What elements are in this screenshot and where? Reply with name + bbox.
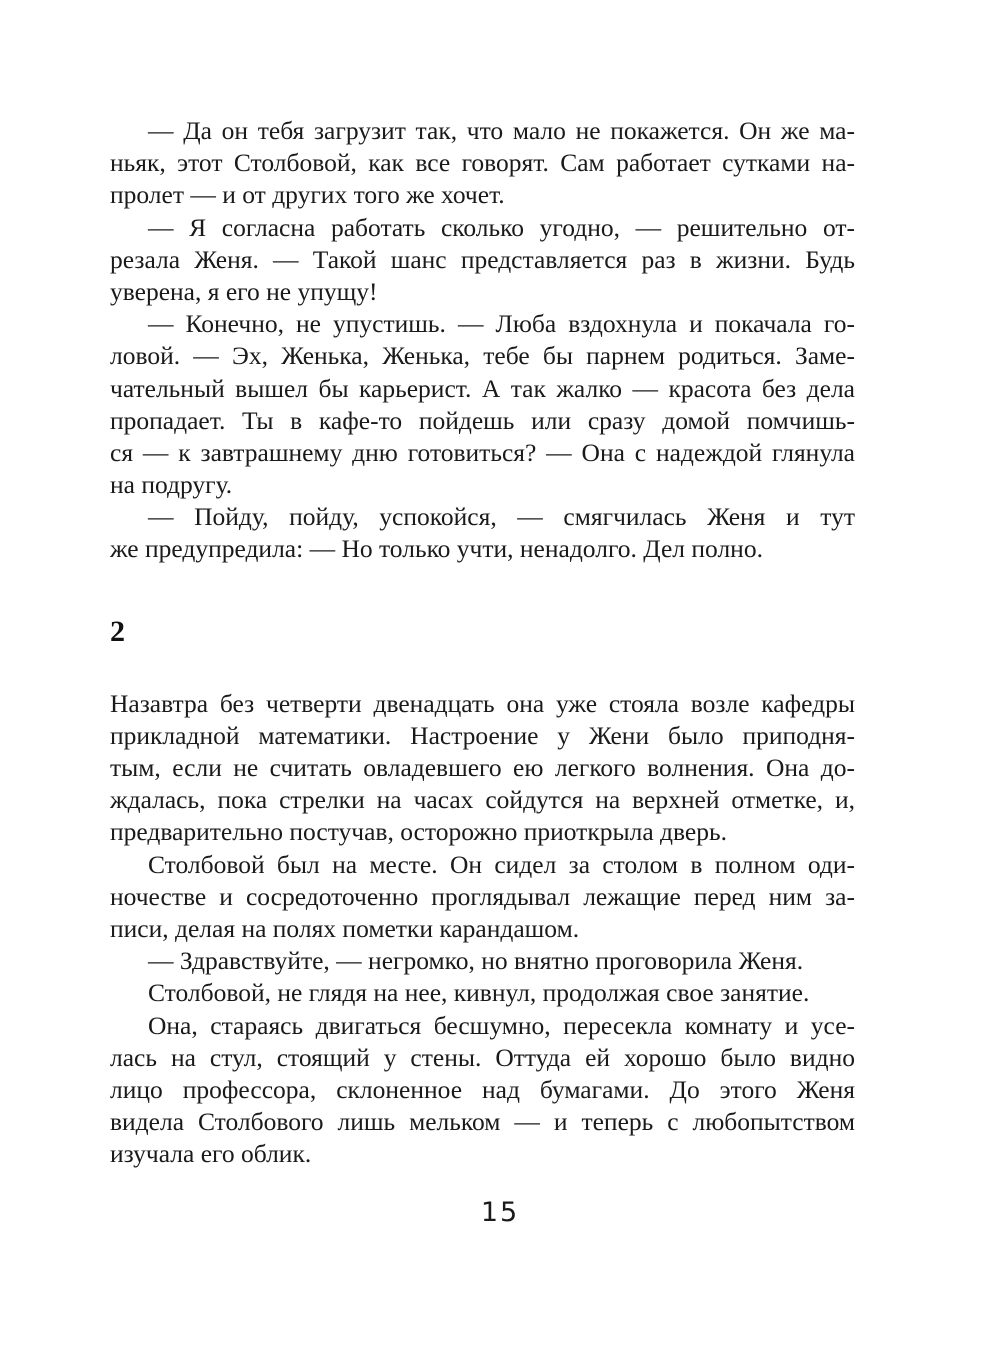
text-line: изучала его облик. [110,1139,312,1169]
text-line: — Да он тебя загрузит так, что мало не покажется. Он же ма- [148,116,855,145]
text-line: ся — к завтрашнему дню готовиться? — Она с надеждой глянула [110,437,855,467]
text-line: — Конечно, не упустишь. — Люба вздохнула и покачала го- [148,309,855,339]
text-line: ньяк, этот Столбовой, как все говорят. Сам работает сутками на- [110,148,855,178]
text-line: лась на стул, стоящий у стены. Оттуда ей хорошо было видно [110,1042,855,1072]
text-line: тым, если не считать овладевшего ею легкого волнения. Она до- [110,753,855,782]
text-line: чательный вышел бы карьерист. А так жалко — красота без дела [110,373,855,403]
text-line: Столбовой, не глядя на нее, кивнул, продолжая свое занятие. [148,978,810,1008]
text-line: прикладной математики. Настроение у Жени было приподня- [110,720,855,750]
text-line: видела Столбового лишь мельком — и теперь с любопытством [110,1107,855,1137]
text-line: Она, стараясь двигаться бесшумно, пересекла комнату и усе- [148,1010,855,1040]
text-line: ловой. — Эх, Женька, Женька, тебе бы парнем родиться. Заме- [110,341,855,371]
text-line: ночестве и сосредоточенно проглядывал лежащие перед ним за- [110,881,855,911]
text-line: Столбовой был на месте. Он сидел за столом в полном оди- [148,849,855,879]
text-line: пролет — и от других того же хочет. [110,180,505,210]
chapter-heading: 2 [110,614,125,648]
text-line: ждалась, пока стрелки на часах сойдутся на верхней отметке, и, [110,785,855,815]
text-line: лицо профессора, склоненное над бумагами. До этого Женя [110,1074,855,1104]
text-line: на подругу. [110,470,233,500]
text-line: предварительно постучав, осторожно приоткрыла дверь. [110,817,727,847]
text-section-dialogue [110,115,855,566]
text-line: резала Женя. — Такой шанс представляется раз в жизни. Будь [110,244,855,274]
text-line: — Пойду, пойду, успокойся, — смягчилась Женя и тут [148,502,855,532]
text-line: Назавтра без четверти двенадцать она уже стояла возле кафедры [110,688,855,718]
page-body [110,115,855,1170]
text-line: писи, делая на полях пометки карандашом. [110,913,580,943]
text-line: уверена, я его не упущу! [110,276,378,306]
text-line: — Здравствуйте, — негромко, но внятно проговорила Женя. [148,946,804,976]
text-section-chapter-2 [110,688,855,1171]
text-line: пропадает. Ты в кафе-то пойдешь или сразу домой помчишь- [110,405,855,435]
page-number: 15 [480,1197,520,1228]
text-line: же предупредила: — Но только учти, ненадолго. Дел полно. [110,534,763,564]
text-line: — Я согласна работать сколько угодно, — решительно от- [148,212,855,242]
